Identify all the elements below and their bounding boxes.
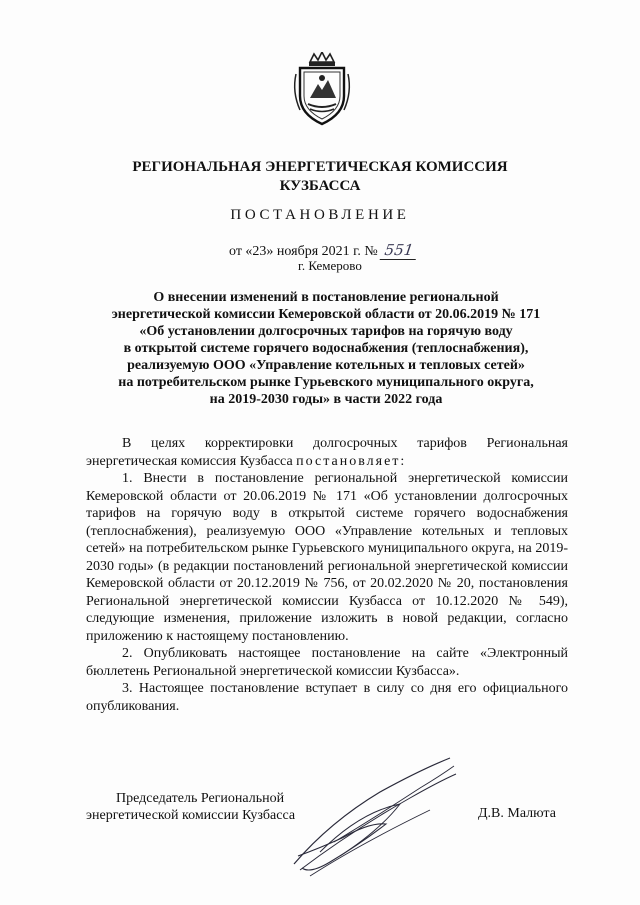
handwritten-signature [290,752,460,882]
subject-line: в открытой системе горячего водоснабжения (теплоснабжения), [123,341,529,356]
signatory-name: Д.В. Малюта [478,806,556,821]
item-2-paragraph: 2. Опубликовать настоящее постановление на сайте «Электронный бюллетень Региональной энергетической комиссии Кузбасса». [86,646,568,679]
preamble-paragraph [86,435,568,470]
subject-line: энергетической комиссии Кемеровской области от 20.06.2019 № 171 [111,307,541,322]
coat-of-arms-emblem [290,52,354,128]
document-subject [100,289,552,408]
subject-line: на 2019-2030 годы» в части 2022 года [209,392,443,407]
document-date: от «23» ноября 2021 г. № [229,244,378,259]
subject-line: реализуемую ООО «Управление котельных и тепловых сетей» [127,358,525,373]
document-type: ПОСТАНОВЛЕНИЕ [230,207,410,223]
resolves-text: постановляет: [296,453,407,469]
document-body [86,435,568,715]
organization-name-line1: РЕГИОНАЛЬНАЯ ЭНЕРГЕТИЧЕСКАЯ КОМИССИЯ [132,159,508,175]
organization-name [90,158,550,196]
signatory-title [86,790,295,824]
document-number: 551 [380,241,419,260]
subject-line: «Об установлении долгосрочных тарифов на горячую воду [139,324,513,339]
organization-name-line2: КУЗБАССА [279,178,361,194]
preamble-text: В целях корректировки долгосрочных тарифов Региональная энергетическая комиссия Кузбасса [86,436,568,469]
item-3-paragraph: 3. Настоящее постановление вступает в силу со дня его официального опубликования. [86,681,568,714]
item-1-paragraph: 1. Внести в постановление региональной энергетической комиссии Кемеровской области от 20.06.2019 № 171 «Об установлении долгосрочных тарифов на горячую воду в открытой системе горячего водоснабжения (теплоснабжения), реализуемую ООО «Управление котельных и тепловых сетей» на потребительском рынке Гурьевского муниципального округа, на 2019-2030 годы» (в редакции постановлений региональной энергетической комиссии Кемеровской области от 20.12.2019 № 756, от 20.02.2020 № 20, постановления Региональной энергетической комиссии Кузбасса от 10.12.2020 № 549), следующие изменения, приложение изложить в новой редакции, согласно приложению к настоящему постановлению. [86,471,568,644]
subject-line: О внесении изменений в постановление региональной [153,290,499,305]
signatory-title-line1: Председатель Региональной [116,791,285,806]
city: г. Кемерово [298,258,362,273]
signatory-title-line2: энергетической комиссии Кузбасса [86,808,296,823]
subject-line: на потребительском рынке Гурьевского муниципального округа, [118,375,534,390]
